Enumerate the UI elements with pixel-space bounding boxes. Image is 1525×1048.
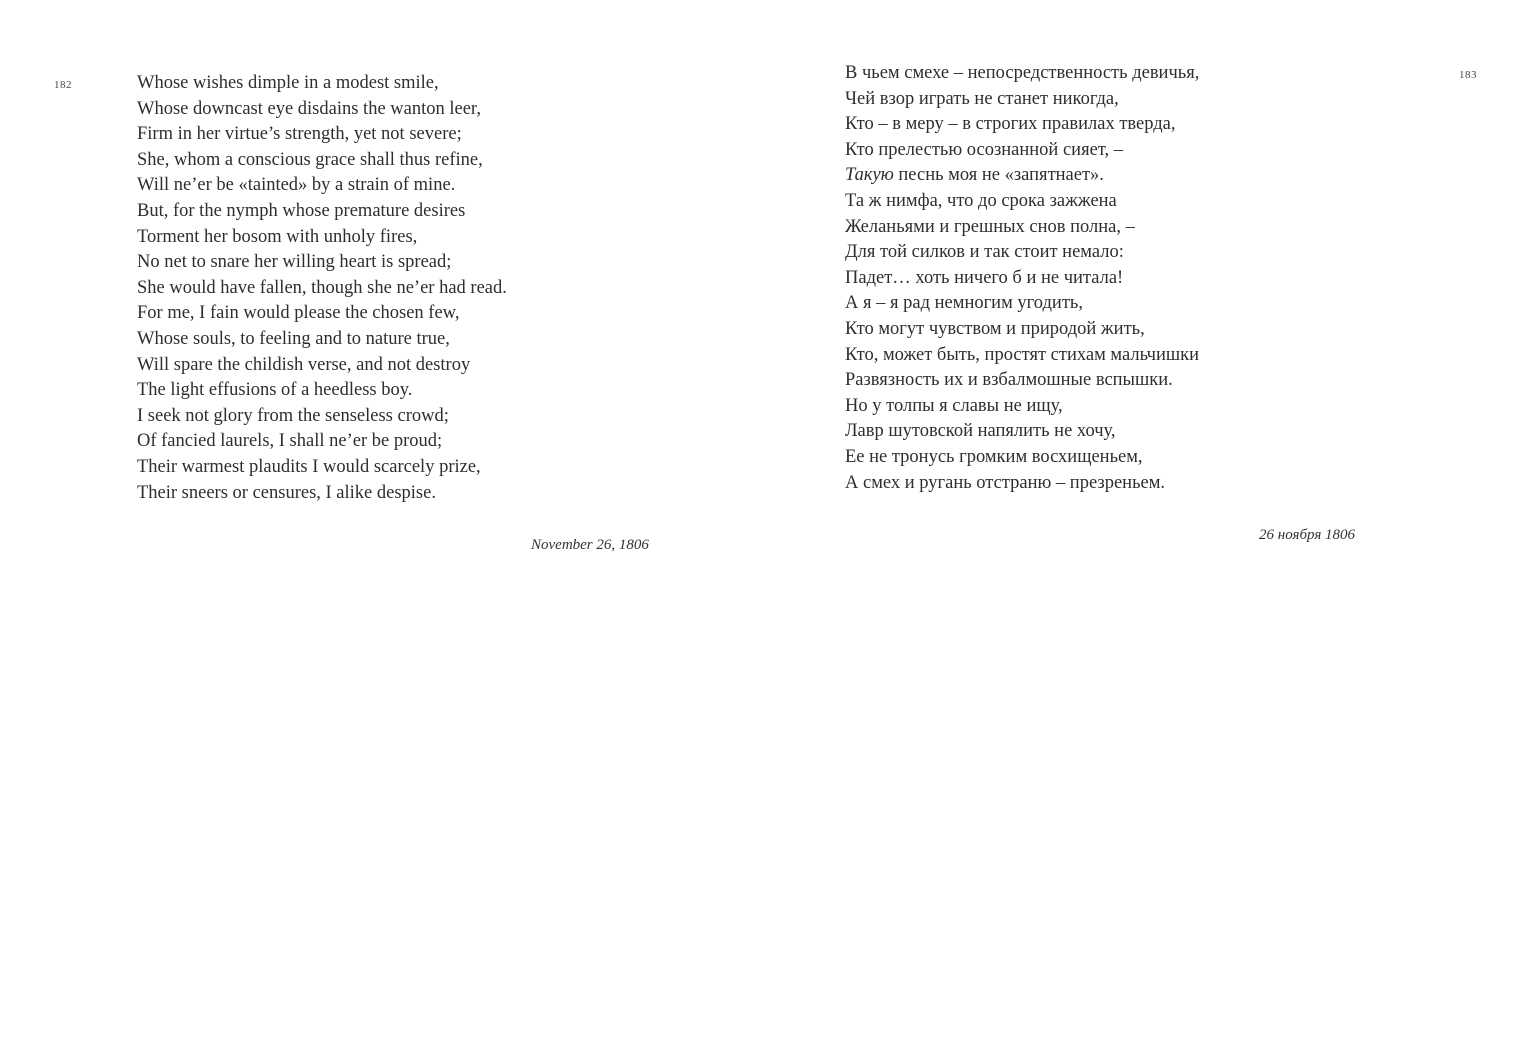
poem-line: Whose downcast eye disdains the wanton leer, [137,98,481,119]
poem-line: Torment her bosom with unholy fires, [137,226,418,247]
poem-line: Развязность их и взбалмошные вспышки. [845,370,1173,391]
poem-line: Но у толпы я славы не ищу, [845,395,1063,416]
poem-line: Падет… хоть ничего б и не читала! [845,267,1124,288]
poem-line: Желаньями и грешных снов полна, – [845,216,1135,237]
poem-line: No net to snare her willing heart is spread; [137,252,452,273]
emphasized-word: Такую [845,165,894,186]
poem-line: Кто могут чувством и природой жить, [845,318,1145,339]
poem-line: Firm in her virtue’s strength, yet not severe; [137,124,462,145]
poem-line [845,163,1199,189]
poem-line: Кто – в меру – в строгих правилах тверда, [845,114,1176,135]
poem-line: For me, I fain would please the chosen few, [137,303,460,324]
poem-line: А смех и ругань отстраню – презреньем. [845,472,1166,493]
poem-line: А я – я рад немногим угодить, [845,293,1083,314]
right-page [762,0,1525,1048]
poem-line: But, for the nymph whose premature desires [137,200,466,221]
poem-russian [845,61,1199,496]
poem-line: Their sneers or censures, I alike despise. [137,482,436,503]
poem-line: She, whom a conscious grace shall thus refine, [137,149,483,170]
poem-line: Whose wishes dimple in a modest smile, [137,73,439,93]
poem-line: Лавр шутовской напялить не хочу, [845,421,1116,442]
poem-line-rest: песнь моя не «запятнает». [893,165,1104,186]
poem-line: The light effusions of a heedless boy. [137,380,413,401]
poem-line: Whose souls, to feeling and to nature true, [137,328,450,349]
poem-line: Will spare the childish verse, and not destroy [137,354,471,375]
poem-date-english: November 26, 1806 [531,537,649,553]
poem-line: Their warmest plaudits I would scarcely prize, [137,456,481,477]
poem-line: В чьем смехе – непосредственность девичья, [845,63,1200,83]
poem-line: Of fancied laurels, I shall ne’er be proud; [137,431,443,452]
poem-line: She would have fallen, though she ne’er had read. [137,277,507,298]
poem-line: Та ж нимфа, что до срока зажжена [845,190,1117,211]
left-page [0,0,762,1048]
poem-line: Чей взор играть не станет никогда, [845,88,1119,109]
poem-line: Ее не тронусь громким восхищеньем, [845,446,1143,467]
poem-date-russian: 26 ноября 1806 [1259,527,1356,543]
page-number-right: 183 [1459,69,1477,81]
poem-line: Для той силков и так стоит немало: [845,242,1124,263]
poem-english [137,71,507,506]
poem-line: Кто прелестью осознанной сияет, – [845,139,1123,160]
poem-line: Will ne’er be «tainted» by a strain of mine. [137,175,456,196]
poem-line: I seek not glory from the senseless crowd; [137,405,449,426]
poem-line: Кто, может быть, простят стихам мальчишки [845,344,1199,365]
page-number-left: 182 [54,79,72,91]
